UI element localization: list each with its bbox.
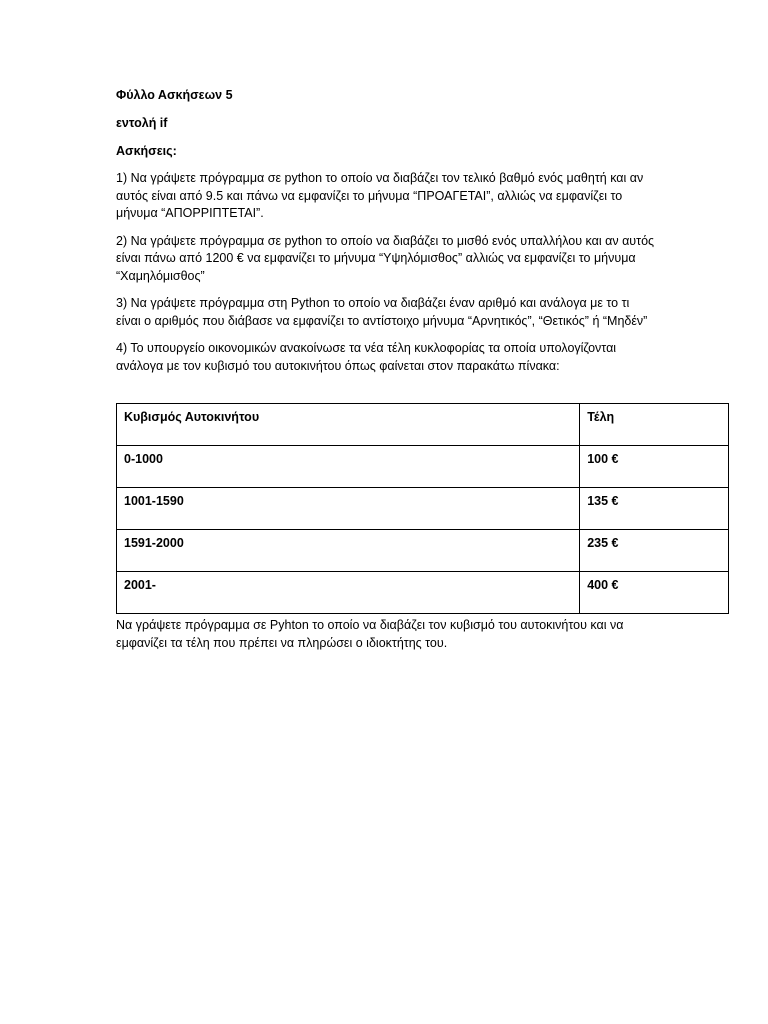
exercise-2: 2) Να γράψετε πρόγραμμα σε python το οποίο να διαβάζει το μισθό ενός υπαλλήλου και αν αυτός είναι πάνω από 1200 € να εμφανίζει το μήνυμα “Υψηλόμισθος” αλλιώς να εμφανίζει το μήνυμα “Χαμηλόμισθος”: [116, 233, 655, 283]
exercise-1: 1) Να γράψετε πρόγραμμα σε python το οποίο να διαβάζει τον τελικό βαθμό ενός μαθητή και αν αυτός είναι από 9.5 και πάνω να εμφανίζει το μήνυμα “ΠΡΟΑΓΕΤΑΙ”, αλλιώς να εμφανίζει το μήνυμα “ΑΠΟΡΡΙΠΤΕΤΑΙ”.: [116, 171, 644, 220]
document-title: Φύλλο Ασκήσεων 5: [116, 88, 233, 102]
cell-engine-size: 1001-1590: [117, 488, 580, 530]
exercises-heading: Ασκήσεις:: [116, 144, 177, 158]
cell-fee: 135 €: [580, 488, 729, 530]
cell-engine-size: 1591-2000: [117, 530, 580, 572]
document-body: [116, 86, 656, 375]
document-subtitle: εντολή if: [116, 116, 168, 130]
exercise-3: 3) Να γράψετε πρόγραμμα στη Python το οποίο να διαβάζει έναν αριθμό και ανάλογα με το τι είναι ο αριθμός που διάβασε να εμφανίζει το αντίστοιχο μήνυμα “Αρνητικός”, “Θετικός” ή “Μηδέν”: [116, 296, 648, 328]
exercise-4: 4) Το υπουργείο οικονομικών ανακοίνωσε τα νέα τέλη κυκλοφορίας τα οποία υπολογίζονται ανάλογα με τον κυβισμό του αυτοκινήτου όπως φαίνεται στον παρακάτω πίνακα:: [116, 341, 617, 373]
cell-fee: 100 €: [580, 446, 729, 488]
table-row: [117, 572, 729, 614]
header-fees: Τέλη: [580, 404, 729, 446]
cell-fee: 400 €: [580, 572, 729, 614]
table-row: [117, 446, 729, 488]
exercise-4-instruction: Να γράψετε πρόγραμμα σε Pyhton το οποίο να διαβάζει τον κυβισμό του αυτοκινήτου και να εμφανίζει τα τέλη που πρέπει να πληρώσει ο ιδιοκτήτης του.: [116, 618, 624, 650]
cell-fee: 235 €: [580, 530, 729, 572]
table-row: [117, 488, 729, 530]
header-engine-size: Κυβισμός Αυτοκινήτου: [117, 404, 580, 446]
table-header-row: [117, 404, 729, 446]
cell-engine-size: 0-1000: [117, 446, 580, 488]
fees-table-wrapper: [116, 403, 729, 614]
fees-table: [116, 403, 729, 614]
table-row: [117, 530, 729, 572]
cell-engine-size: 2001-: [117, 572, 580, 614]
